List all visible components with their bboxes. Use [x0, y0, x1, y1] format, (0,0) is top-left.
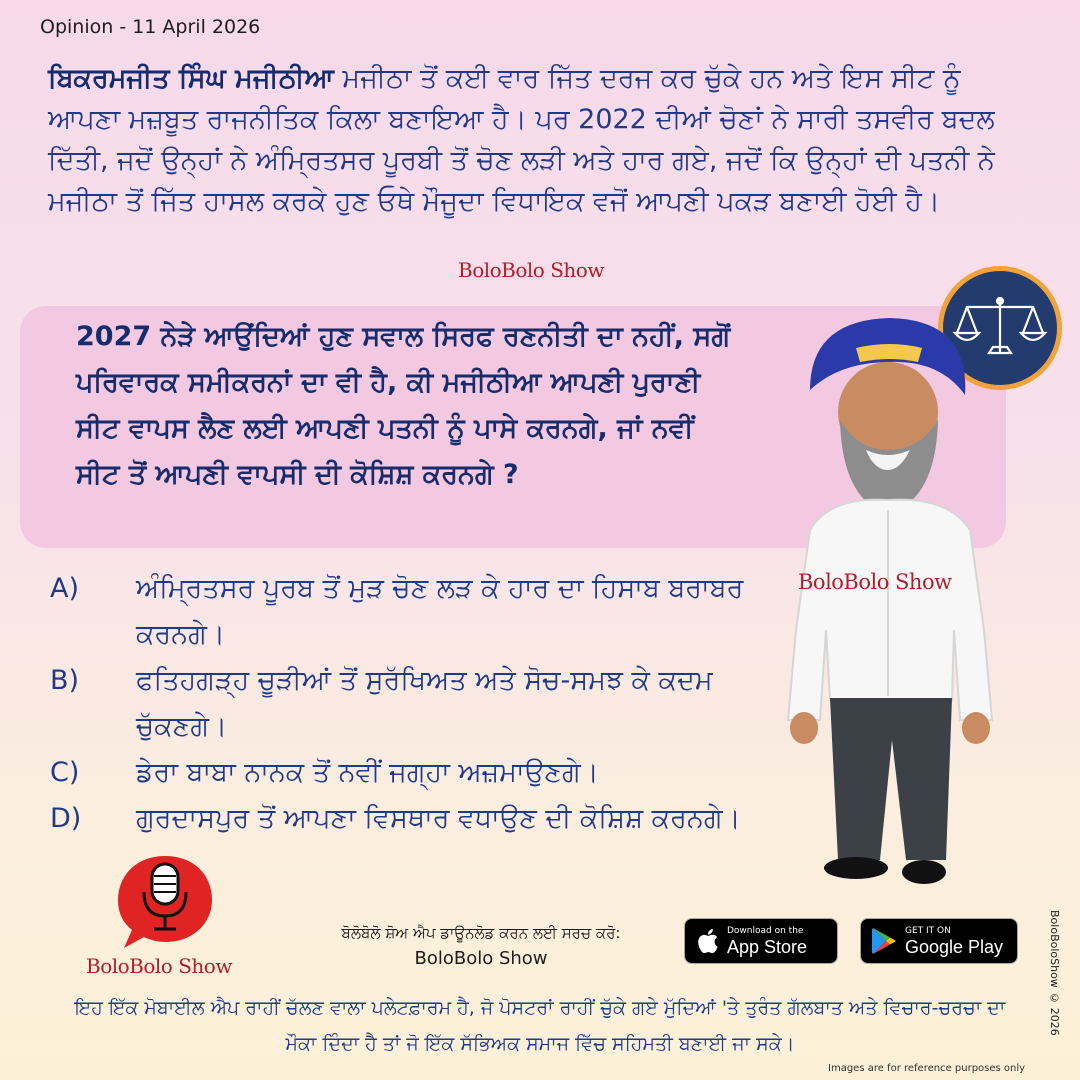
option-b[interactable]	[50, 658, 810, 750]
google-play-small-label: GET IT ON	[905, 925, 951, 936]
intro-paragraph	[48, 58, 1038, 222]
brand-logo-text: BoloBolo Show	[86, 954, 232, 978]
option-a[interactable]	[50, 566, 810, 658]
answer-options	[50, 566, 810, 842]
option-key: D)	[50, 803, 82, 834]
app-name: BoloBolo Show	[414, 948, 548, 969]
apple-icon	[695, 927, 719, 955]
brand-watermark-mid: BoloBolo Show	[458, 258, 604, 282]
disclaimer: Images are for reference purposes only	[828, 1063, 1026, 1074]
google-play-icon	[871, 927, 897, 955]
option-text: ਡੇਰਾ ਬਾਬਾ ਨਾਨਕ ਤੋਂ ਨਵੀਂ ਜਗ੍ਹਾ ਅਜ਼ਮਾਉਣਗੇ।	[136, 757, 599, 788]
microphone-logo-icon	[110, 850, 220, 954]
brand-watermark-person: BoloBolo Show	[798, 570, 952, 594]
app-store-button[interactable]	[684, 918, 838, 964]
option-c[interactable]	[50, 750, 810, 796]
google-play-button[interactable]	[860, 918, 1018, 964]
download-hint	[300, 920, 662, 972]
footer-text: ਇਹ ਇੱਕ ਮੋਬਾਈਲ ਐਪ ਰਾਹੀਂ ਚੱਲਣ ਵਾਲਾ ਪਲੇਟਫ਼ਾਰਮ ਹੈ, ਜੋ ਪੋਸਟਰਾਂ ਰਾਹੀਂ ਚੁੱਕੇ ਗਏ ਮੁੱਦਿਆਂ 'ਤੇ ਤੁਰੰਤ ਗੱਲਬਾਤ ਅਤੇ ਵਿਚਾਰ-ਚਰਚਾ ਦਾ ਮੌਕਾ ਦਿੰਦਾ ਹੈ ਤਾਂ ਜੋ ਇੱਕ ਸੱਭਿਅਕ ਸਮਾਜ ਵਿੱਚ ਸਹਿਮਤੀ ਬਣਾਈ ਜਾ ਸਕੇ।	[74, 997, 1006, 1055]
question-text: 2027 ਨੇੜੇ ਆਉਂਦਿਆਂ ਹੁਣ ਸਵਾਲ ਸਿਰਫ ਰਣਨੀਤੀ ਦਾ ਨਹੀਂ, ਸਗੋਂ ਪਰਿਵਾਰਕ ਸਮੀਕਰਨਾਂ ਦਾ ਵੀ ਹੈ, ਕੀ ਮਜੀਠੀਆ ਆਪਣੀ ਪੁਰਾਣੀ ਸੀਟ ਵਾਪਸ ਲੈਣ ਲਈ ਆਪਣੀ ਪਤਨੀ ਨੂੰ ਪਾਸੇ ਕਰਨਗੇ, ਜਾਂ ਨਵੀਂ ਸੀਟ ਤੋਂ ਆਪਣੀ ਵਾਪਸੀ ਦੀ ਕੋਸ਼ਿਸ਼ ਕਰਨਗੇ ?	[76, 321, 731, 490]
option-key: B)	[50, 665, 80, 696]
side-credit: BoloBoloShow © 2026	[1048, 910, 1061, 1036]
option-key: A)	[50, 573, 80, 604]
dateline: Opinion - 11 April 2026	[40, 16, 261, 38]
app-store-small-label: Download on the	[727, 925, 804, 936]
option-text: ਗੁਰਦਾਸਪੁਰ ਤੋਂ ਆਪਣਾ ਵਿਸਥਾਰ ਵਧਾਉਣ ਦੀ ਕੋਸ਼ਿਸ਼ ਕਰਨਗੇ।	[136, 803, 741, 834]
option-d[interactable]	[50, 796, 810, 842]
app-store-big-label: App Store	[727, 936, 808, 957]
option-text: ਅੰਮ੍ਰਿਤਸਰ ਪੂਰਬ ਤੋਂ ਮੁੜ ਚੋਣ ਲੜ ਕੇ ਹਾਰ ਦਾ ਹਿਸਾਬ ਬਰਾਬਰ ਕਰਨਗੇ।	[136, 573, 744, 650]
politician-caricature	[770, 300, 1010, 900]
intro-text: ਮਜੀਠਾ ਤੋਂ ਕਈ ਵਾਰ ਜਿੱਤ ਦਰਜ ਕਰ ਚੁੱਕੇ ਹਨ ਅਤੇ ਇਸ ਸੀਟ ਨੂੰ ਆਪਣਾ ਮਜ਼ਬੂਤ ਰਾਜਨੀਤਿਕ ਕਿਲਾ ਬਣਾਇਆ ਹੈ। ਪਰ 2022 ਦੀਆਂ ਚੋਣਾਂ ਨੇ ਸਾਰੀ ਤਸਵੀਰ ਬਦਲ ਦਿੱਤੀ, ਜਦੋਂ ਉਨ੍ਹਾਂ ਨੇ ਅੰਮ੍ਰਿਤਸਰ ਪੂਰਬੀ ਤੋਂ ਚੋਣ ਲੜੀ ਅਤੇ ਹਾਰ ਗਏ, ਜਦੋਂ ਕਿ ਉਨ੍ਹਾਂ ਦੀ ਪਤਨੀ ਨੇ ਮਜੀਠਾ ਤੋਂ ਜਿੱਤ ਹਾਸਲ ਕਰਕੇ ਹੁਣ ਓਥੇ ਮੌਜੂਦਾ ਵਿਧਾਇਕ ਵਜੋਂ ਆਪਣੀ ਪਕੜ ਬਣਾਈ ਹੋਈ ਹੈ।	[48, 63, 995, 217]
option-text: ਫਤਿਹਗੜ੍ਹ ਚੂੜੀਆਂ ਤੋਂ ਸੁਰੱਖਿਅਤ ਅਤੇ ਸੋਚ-ਸਮਝ ਕੇ ਕਦਮ ਚੁੱਕਣਗੇ।	[136, 665, 713, 742]
download-hint-text: ਬੋਲੋਬੋਲੋ ਸ਼ੋਅ ਐਪ ਡਾਊਨਲੋਡ ਕਰਨ ਲਈ ਸਰਚ ਕਰੋ:	[341, 924, 621, 942]
option-key: C)	[50, 757, 80, 788]
google-play-big-label: Google Play	[905, 936, 1004, 957]
intro-lead-name: ਬਿਕਰਮਜੀਤ ਸਿੰਘ ਮਜੀਠੀਆ	[48, 63, 334, 94]
